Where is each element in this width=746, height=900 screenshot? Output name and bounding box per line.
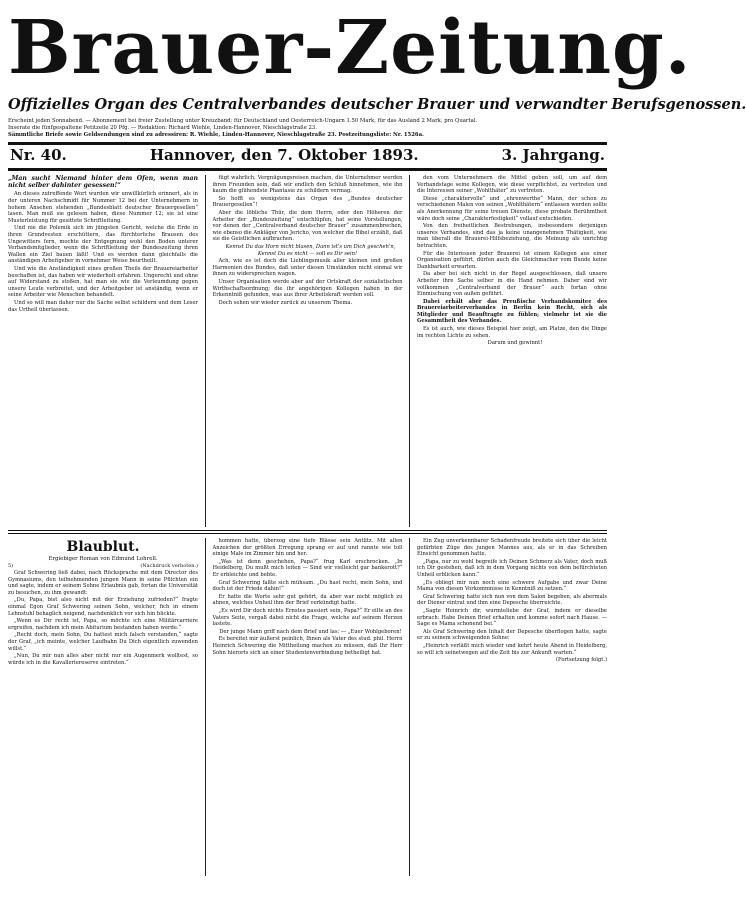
issue-number: Nr. 40. (10, 146, 67, 164)
article-paragraph: So hofft es wenigstens das Organ des „Bundes deutscher Brauergesellen“! (212, 195, 403, 209)
article-paragraph: Und wie die Anständigkeit eines großen Theils der Brauereiarbeiter beschaffen ist, das haben wir wiederholt erfahren. Ungerecht und ohne auf Widerstand zu stoßen, hat man sie wie die Verleumdung gegen unsere Leute verbreitet, und der Arbeitgeber ist anständig, wenn er seine Arbeiter wie Menschen behandelt. (8, 265, 198, 299)
article-paragraph: Unser Organisation werde aber auf der Ortskraft der sozialistischen Wirthschaftsordnung; die ihr angehörigen Kollegen haben in der Erkenntniß gefunden, was aus ihrer Arbeitskraft werden soll. (212, 278, 403, 299)
issue-line (8, 145, 607, 165)
feuilleton-paragraph: „Was ist denn geschehen, Papa?“ frug Karl erschrocken. „In Heidelberg, Du mußt mich leiten — Sind wir vielleicht gar bankerott?“ Er erbleichte und bebte. (212, 558, 403, 578)
feuilleton-paragraph: „Nun, Du mir nun alles aber nicht nur ein Augenmerk wolltest, so würde ich in die Kavalleriereserve eintreten.“ (8, 653, 198, 666)
column-divider (409, 538, 410, 876)
feuilleton-paragraph: Als Graf Schwering den Inhalt der Depesche überflogen hatte, sagte er zu seinem schweigenden Sohne: (417, 628, 607, 642)
column-divider (409, 175, 410, 527)
article-paragraph: Von den freiheitlichen Bestrebungen, insbesondere derjenigen unseres Verbandes, sind das ja keine unangenehmen Thätigkeit, wie man überall die Brauerei-Hilfsbeziehung, die Meinung als unrichtig betrachten. (417, 223, 607, 249)
feuilleton-column-1 (8, 538, 198, 876)
feuilleton-rule-top (8, 530, 607, 531)
article-column-2 (213, 175, 403, 527)
article-paragraph: Es ist auch, wie dieses Beispiel hier zeigt, am Platze, den die Dinge im rechten Lichte zu sehen. (417, 326, 607, 339)
article-headline: „Man sucht Niemand hinter dem Ofen, wenn man nicht selber dahinter gesessen!“ (8, 175, 198, 190)
feuilleton-paragraph: Graf Schwering ließ dabei, nach Rücksprache mit dem Director des Gymnasiums, den teilnehmenden jungen Mann in seine Pflichten ein und sagte, indem er seinem Sohne Erlaubnis gab, fortan die Universität zu besuchen, zu ihm gewandt: (8, 570, 198, 596)
masthead-subtitle: Offizielles Organ des Centralverbandes deutscher Brauer und verwandter Berufsgenossen. (8, 96, 746, 113)
feuilleton-meta (8, 563, 198, 570)
feuilleton-paragraph: Ein Zug unverkennbarer Schadenfreude breitete sich über die leicht gefärbten Züge des jungen Mannes aus, als er in das Schreiben Einsicht genommen hatte. (417, 538, 607, 558)
article-paragraph: An dieses zutreffende Wort wurden wir unwillkürlich erinnert, als in der unteren Nachschmidt für Nummer 12 bei der Unternehmern in hohem Ansehen stehenden „Bundesblatt deutscher Brauergesellen“ lasen. Man muß sie gelesen haben, diese Nummer 12; sie ist eine Musterleistung für gesittete Schriftleitung. (8, 191, 198, 224)
publication-notice (8, 118, 607, 139)
feuilleton-paragraph: „Recht doch, mein Sohn, Du hattest mich falsch verstanden,“ sagte der Graf, „ich meinte, welcher Laufbahn Du Dich eigentlich zuwenden willst.“ (8, 632, 198, 652)
article-verse: Kennst Du das Horn nicht blasen, Dann ist's um Dich gescheh'n, Kennst Du es nicht — soll es Dir sein! (225, 243, 396, 257)
feuilleton-paragraph: Er hatte die Worte sehr gut gehört, da aber war nicht möglich zu ahnen, welches Unheil ihm der Brief verkündigt hatte. (212, 593, 403, 607)
article-paragraph: Ach, wie es ist doch die Lieblingsmusik aller kleinen und großen Harmonien des Bundes, daß unter diesen Umständen nicht einmal wir ihnen zu widersprechen wagen. (212, 258, 403, 278)
article-paragraph: Für die Interessen jeder Brauerei ist einem Kollegen aus einer Organisation geführt, dürfen auch die Gleichmacher vom Bunde keine Dankbarkeit erwarten. (417, 250, 607, 270)
article-paragraph: Und so will man daher nur die Sache selbst schildern und dem Leser das Urtheil überlassen. (8, 299, 198, 313)
newspaper-page (8, 5, 746, 896)
feuilleton-title: Blaublut. (66, 539, 140, 555)
feuilleton-paragraph: „Papa, nur zu wohl begreife ich Deinen Schmerz als Vater, doch muß ich Dir gestehen, daß ich in dem Vorgang nichts von dem befürchteten Unheil erblicken kann.“ (417, 558, 607, 578)
feuilleton-note: (Nachdruck verboten.) (140, 563, 198, 569)
feuilleton-continuation: (Fortsetzung folgt.) (555, 657, 607, 664)
notice-correspondence: Sämmtliche Briefe sowie Geldsendungen sind zu adressiren: R. Wiehle, Linden-Hannover, Nieschlagstraße 23. Postzeitungsliste: Nr. 1526a. (8, 132, 424, 138)
feuilleton-paragraph: „Es obliegt mir nun noch eine schwere Aufgabe und zwar Deine Mama von diesen Vorkommnisse in Kenntniß zu setzen.“ (417, 579, 607, 593)
article-paragraph: Aber die löbliche Thür, die dem Herrn, oder den Höheren der Arbeiter der „Bundeszeitung“ entschlüpfen, hat seine Vorstellungen, vor denen der „Centralverband deutscher Brauer“ zusammenbrechen, wie ebenso die Ankläger von Jericho, von welcher die Bibel erzählt, daß sie die Geistlichen aufbrachen. (212, 209, 403, 243)
feuilleton-number: 5) (8, 563, 14, 569)
article-paragraph: Doch sehen wir wieder zurück zu unserem Thema. (218, 299, 353, 306)
feuilleton-paragraph: Der junge Mann griff nach dem Brief und las: — „Euer Wohlgeboren! (219, 628, 402, 635)
feuilleton-paragraph: „Wenn es Dir recht ist, Papa, so möchte ich eine Militärcarriere ergreifen, nachdem ich mein Abiturium bestanden haben werde.“ (8, 618, 198, 631)
issue-volume: 3. Jahrgang. (501, 146, 605, 164)
issue-dateline: Hannover, den 7. Oktober 1893. (149, 146, 419, 164)
feuilleton-paragraph: hommen hatte, überzog eine tiefe Blässe sein Antlitz. Mit allen Anzeichen der größten Erregung sprang er auf und rannte wie toll einige Male im Zimmer hin und her. (212, 538, 403, 558)
article-column-3 (417, 175, 607, 527)
column-divider (205, 538, 206, 876)
feuilleton-paragraph: „Heinrich verläßt mich wieder und kehrt heute Abend in Heidelberg, so will ich seinetwegen auf die Zeit bis zur Ankunft warten.“ (417, 642, 607, 656)
feuilleton-paragraph: Es bereitet mir äußerst peinlich, Ihnen als Vater des stud. phil. Herrn Heinrich Schwering die Mittheilung machen zu müssen, daß Ihr Herr Sohn hierorts sich an einer Studentenverbindung betheiligt hat. (212, 636, 403, 656)
article-paragraph: Diese „charaktervolle“ und „ehrenwerthe“ Mann, der schon zu verschiedenen Malen von seinen „Wohlthätern“ entlassen werden sollte als Anerkennung für seine treuen Dienste, diese probate Berühmtheit wäre doch seine „Charakterfestigkeit“ vollauf entschieden. (417, 195, 607, 222)
column-divider (205, 175, 206, 527)
notice-editorial: Inserate die fünfgespaltene Petitzeile 20 Pfg. — Redaktion: Richard Wiehle, Linden-Hannover, Nieschlagstraße 23. (8, 125, 317, 131)
feuilleton-paragraph: „Es wird Dir doch nichts Ernstes passiert sein, Papa?“ Er eilte an des Vaters Seite, vergaß dabei nicht die Frage, welche auf seinem Herzen lastete. (212, 607, 403, 628)
article-paragraph: Und nie die Polemik sich im jüngsten Gericht, welche die Erde in ihren Grundvesten erschüttern, das fürchterliche Brausen des Ungewitters fern, mochte der Entgegnung wohl den Boden unterer Verbandsmitglieder, wenn die Schriftleitung der Bundeszeitung ihren Wallen ein Ziel bauen läßt! Und es werden dann gleichfalls die anständigen Arbeitgeber in vornehmer Weise beurtheilt. (8, 225, 198, 265)
article-paragraph: fügt wahrlich, Vergnügungsreisen machen, die Unternehmer werden ihren Freunden sein, daß wir endlich den Schluß hinnehmen, wie ihn kaum die glühendste Phantasie zu schildern vermag. (212, 175, 403, 195)
notice-subscription: Erscheint jeden Sonnabend. — Abonnement bei freier Zustellung unter Kreuzband: für Deutschland und Oesterreich-Ungarn 1.50 Mark, für das Ausland 2 Mark, pro Quartal. (8, 118, 478, 124)
article-closing: Darum und gewinnt! (487, 340, 543, 347)
feuilleton-paragraph: „Sagte Heinrich dir, wurmteliebe der Graf, indem er dieselbe erbrach: Habe Deinen Brief erhalten und komme sofort nach Hause. — Sage es Mama schonend bei.“ (417, 607, 607, 628)
feuilleton-column-3 (417, 538, 607, 876)
feuilleton-paragraph: Graf Schwering hatte sich nun von dem Salon begeben, als abermals der Diener eintrat und ihm eine Depesche überreichte. (417, 593, 607, 607)
feuilleton-paragraph: Graf Schwering faßte sich mühsam. „Du hast recht, mein Sohn, und doch ist der Friede dahin!“ (212, 579, 403, 593)
main-article (8, 175, 607, 527)
feuilleton-rule-bottom (8, 533, 607, 534)
masthead-title: Brauer-Zeitung. (8, 5, 692, 91)
feuilleton-column-2 (213, 538, 403, 876)
article-paragraph: den vom Unternehmern die Mittel geben soll, um auf dem Verbandstage seine Kollegen, wie diese verpflichtet, zu vertreten und die Interessen seiner „Wohlthäter“ zu vertreten. (417, 175, 607, 195)
header-rule-bottom (8, 168, 607, 171)
article-column-1 (8, 175, 198, 527)
feuilleton-subtitle: Ergiebiger Roman von Edmund Lohrell. (48, 556, 158, 562)
article-paragraph: Dabei erhält aber das Preußische Verbandskomitee des Brauereiarbeiterverbandes in Berlin kein Recht, sich als Mitglieder und Beauftragte zu fühlen; vielmehr ist sie die Gesammtheit des Verbandes. (417, 298, 607, 325)
article-paragraph: Da aber bei sich nicht in der Regel ausgeschlossen, daß unsere Arbeiter ihre Sache selber in die Hand nehmen. Daher sind wir vollkommen „Centralverband der Brauer“ auch fortan ohne Einmischung von außen geführt. (417, 271, 607, 298)
feuilleton-paragraph: „Du, Papa, bist also nicht mit der Erziehung zufrieden?“ fragte einmal Egon Graf Schwering seinen Sohn, welcher, fich in einem Lehnstuhl behaglich neigend, nachdenklich vor sich hin blickte. (8, 597, 198, 617)
feuilleton-section (8, 538, 607, 876)
